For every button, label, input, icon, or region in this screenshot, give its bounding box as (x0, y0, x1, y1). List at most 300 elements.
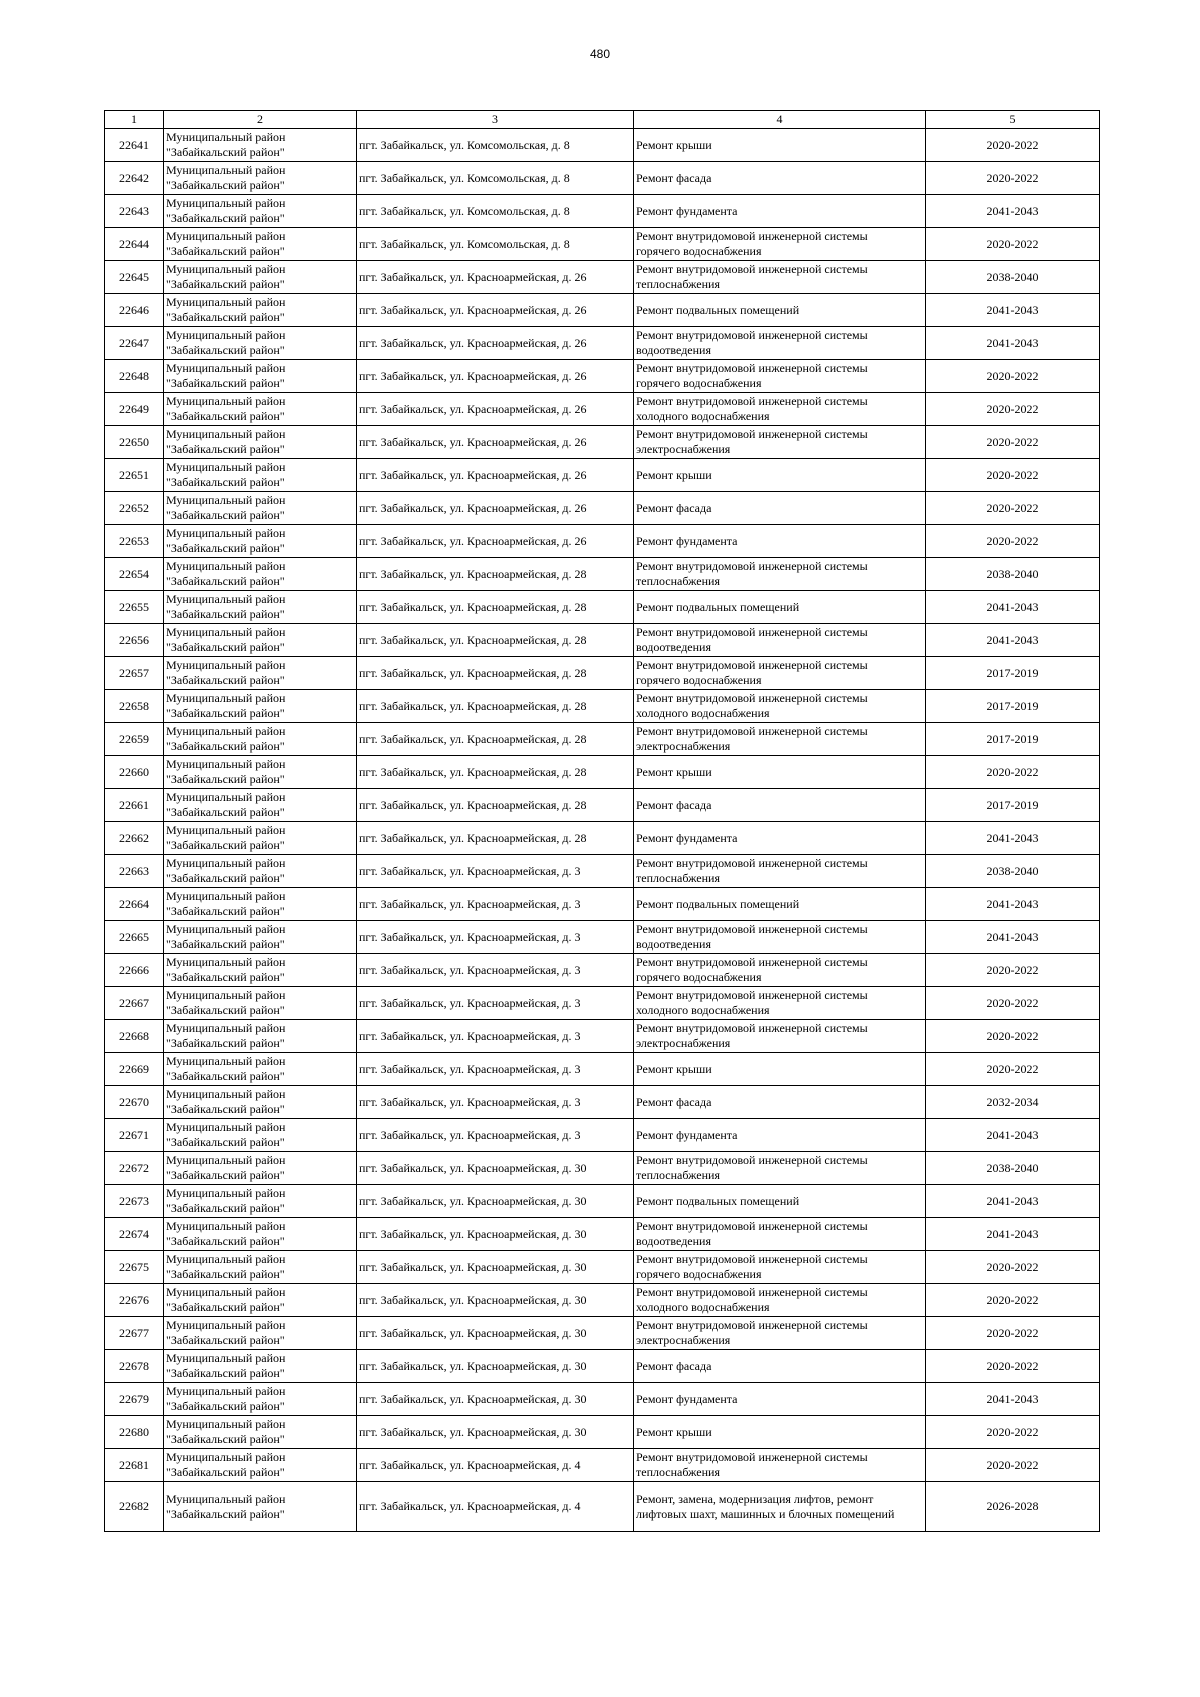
period-cell-text: 2020-2022 (986, 170, 1039, 185)
address-cell (357, 1284, 634, 1317)
period-cell (926, 723, 1100, 756)
table-row (105, 360, 1100, 393)
work-type-cell (634, 1416, 926, 1449)
row-number (105, 492, 164, 525)
address-cell-text: пгт. Забайкальск, ул. Красноармейская, д. 30 (359, 1160, 587, 1175)
municipality-cell-text: Муниципальный район "Забайкальский район" (166, 988, 286, 1017)
municipality-cell-text: Муниципальный район "Забайкальский район" (166, 328, 286, 357)
row-number-text: 22654 (119, 566, 149, 581)
period-cell (926, 1284, 1100, 1317)
work-type-cell (634, 789, 926, 822)
municipality-cell-text: Муниципальный район "Забайкальский район" (166, 724, 286, 753)
period-cell (926, 558, 1100, 591)
address-cell (357, 1053, 634, 1086)
address-cell-text: пгт. Забайкальск, ул. Комсомольская, д. 8 (359, 170, 570, 185)
period-cell (926, 1119, 1100, 1152)
row-number (105, 1053, 164, 1086)
municipality-cell (164, 624, 357, 657)
address-cell (357, 1020, 634, 1053)
address-cell (357, 294, 634, 327)
period-cell (926, 1383, 1100, 1416)
period-cell (926, 1020, 1100, 1053)
period-cell (926, 1185, 1100, 1218)
period-cell-text: 2041-2043 (986, 599, 1039, 614)
municipality-cell (164, 690, 357, 723)
municipality-cell-text: Муниципальный район "Забайкальский район" (166, 1219, 286, 1248)
period-cell-text: 2041-2043 (986, 1193, 1039, 1208)
work-type-cell (634, 525, 926, 558)
municipality-cell-text: Муниципальный район "Забайкальский район" (166, 823, 286, 852)
work-type-cell-text: Ремонт внутридомовой инженерной системы холодного водоснабжения (636, 691, 868, 720)
address-cell (357, 1482, 634, 1532)
municipality-cell (164, 1053, 357, 1086)
municipality-cell-text: Муниципальный район "Забайкальский район" (166, 130, 286, 159)
municipality-cell-text: Муниципальный район "Забайкальский район" (166, 1021, 286, 1050)
work-type-cell (634, 327, 926, 360)
row-number-text: 22661 (119, 797, 149, 812)
row-number (105, 1119, 164, 1152)
row-number (105, 1482, 164, 1532)
address-cell-text: пгт. Забайкальск, ул. Красноармейская, д. 30 (359, 1193, 587, 1208)
period-cell-text: 2038-2040 (986, 566, 1039, 581)
municipality-cell (164, 426, 357, 459)
column-header: 2 (164, 111, 357, 129)
table-row (105, 690, 1100, 723)
work-type-cell (634, 1053, 926, 1086)
row-number-text: 22680 (119, 1424, 149, 1439)
row-number-text: 22650 (119, 434, 149, 449)
work-type-cell-text: Ремонт внутридомовой инженерной системы теплоснабжения (636, 559, 868, 588)
work-type-cell (634, 1383, 926, 1416)
work-type-cell-text: Ремонт фундамента (636, 1127, 738, 1142)
period-cell (926, 459, 1100, 492)
period-cell-text: 2020-2022 (986, 533, 1039, 548)
row-number (105, 558, 164, 591)
period-cell (926, 591, 1100, 624)
municipality-cell (164, 1482, 357, 1532)
address-cell-text: пгт. Забайкальск, ул. Красноармейская, д. 28 (359, 698, 587, 713)
period-cell (926, 360, 1100, 393)
work-type-cell-text: Ремонт фасада (636, 1358, 712, 1373)
address-cell-text: пгт. Забайкальск, ул. Красноармейская, д. 3 (359, 995, 581, 1010)
row-number-text: 22666 (119, 962, 149, 977)
table-row (105, 657, 1100, 690)
work-type-cell (634, 1119, 926, 1152)
address-cell (357, 855, 634, 888)
work-type-cell-text: Ремонт фасада (636, 170, 712, 185)
address-cell-text: пгт. Забайкальск, ул. Красноармейская, д. 26 (359, 335, 587, 350)
table-row (105, 1350, 1100, 1383)
table-row (105, 1119, 1100, 1152)
municipality-cell-text: Муниципальный район "Забайкальский район" (166, 1054, 286, 1083)
row-number (105, 1284, 164, 1317)
work-type-cell (634, 228, 926, 261)
row-number (105, 1317, 164, 1350)
row-number-text: 22669 (119, 1061, 149, 1076)
address-cell-text: пгт. Забайкальск, ул. Красноармейская, д. 4 (359, 1499, 581, 1513)
address-cell (357, 1251, 634, 1284)
address-cell (357, 789, 634, 822)
period-cell (926, 195, 1100, 228)
municipality-cell-text: Муниципальный район "Забайкальский район" (166, 196, 286, 225)
column-header: 4 (634, 111, 926, 129)
work-type-cell-text: Ремонт внутридомовой инженерной системы теплоснабжения (636, 262, 868, 291)
work-type-cell (634, 756, 926, 789)
municipality-cell-text: Муниципальный район "Забайкальский район" (166, 1252, 286, 1281)
row-number (105, 525, 164, 558)
work-type-cell-text: Ремонт крыши (636, 467, 712, 482)
municipality-cell (164, 591, 357, 624)
municipality-cell-text: Муниципальный район "Забайкальский район" (166, 262, 286, 291)
municipality-cell (164, 393, 357, 426)
row-number-text: 22667 (119, 995, 149, 1010)
period-cell (926, 261, 1100, 294)
row-number (105, 1218, 164, 1251)
row-number-text: 22658 (119, 698, 149, 713)
table-row (105, 1053, 1100, 1086)
municipality-cell (164, 987, 357, 1020)
municipality-cell (164, 1317, 357, 1350)
municipality-cell (164, 1185, 357, 1218)
period-cell (926, 1317, 1100, 1350)
address-cell (357, 1086, 634, 1119)
work-type-cell-text: Ремонт фасада (636, 797, 712, 812)
row-number-text: 22677 (119, 1325, 149, 1340)
row-number (105, 723, 164, 756)
work-type-cell-text: Ремонт внутридомовой инженерной системы горячего водоснабжения (636, 955, 868, 984)
municipality-cell (164, 558, 357, 591)
municipality-cell-text: Муниципальный район "Забайкальский район" (166, 460, 286, 489)
address-cell-text: пгт. Забайкальск, ул. Красноармейская, д. 3 (359, 896, 581, 911)
period-cell (926, 393, 1100, 426)
work-type-cell-text: Ремонт внутридомовой инженерной системы холодного водоснабжения (636, 394, 868, 423)
work-type-cell (634, 624, 926, 657)
row-number-text: 22656 (119, 632, 149, 647)
municipality-cell-text: Муниципальный район "Забайкальский район" (166, 1384, 286, 1413)
work-type-cell-text: Ремонт внутридомовой инженерной системы теплоснабжения (636, 1450, 868, 1479)
period-cell (926, 228, 1100, 261)
municipality-cell-text: Муниципальный район "Забайкальский район" (166, 295, 286, 324)
municipality-cell (164, 657, 357, 690)
address-cell-text: пгт. Забайкальск, ул. Красноармейская, д. 30 (359, 1424, 587, 1439)
municipality-cell (164, 855, 357, 888)
work-type-cell-text: Ремонт подвальных помещений (636, 1193, 800, 1208)
municipality-cell-text: Муниципальный район "Забайкальский район" (166, 1318, 286, 1347)
table-body (105, 129, 1100, 1532)
period-cell-text: 2017-2019 (986, 698, 1039, 713)
period-cell (926, 1086, 1100, 1119)
row-number (105, 294, 164, 327)
row-number-text: 22657 (119, 665, 149, 680)
address-cell-text: пгт. Забайкальск, ул. Красноармейская, д. 30 (359, 1292, 587, 1307)
municipality-cell-text: Муниципальный район "Забайкальский район" (166, 163, 286, 192)
address-cell (357, 1350, 634, 1383)
municipality-cell (164, 789, 357, 822)
row-number (105, 426, 164, 459)
address-cell-text: пгт. Забайкальск, ул. Комсомольская, д. 8 (359, 203, 570, 218)
municipality-cell-text: Муниципальный район "Забайкальский район" (166, 1186, 286, 1215)
row-number (105, 1449, 164, 1482)
municipality-cell (164, 129, 357, 162)
period-cell (926, 426, 1100, 459)
municipality-cell (164, 921, 357, 954)
municipality-cell (164, 327, 357, 360)
period-cell (926, 921, 1100, 954)
address-cell-text: пгт. Забайкальск, ул. Красноармейская, д. 3 (359, 962, 581, 977)
table-row (105, 921, 1100, 954)
table-row (105, 228, 1100, 261)
table-row (105, 954, 1100, 987)
period-cell-text: 2020-2022 (986, 764, 1039, 779)
address-cell (357, 162, 634, 195)
municipality-cell-text: Муниципальный район "Забайкальский район" (166, 889, 286, 918)
table-row (105, 261, 1100, 294)
row-number-text: 22675 (119, 1259, 149, 1274)
work-type-cell-text: Ремонт внутридомовой инженерной системы горячего водоснабжения (636, 361, 868, 390)
address-cell-text: пгт. Забайкальск, ул. Красноармейская, д. 3 (359, 1061, 581, 1076)
work-type-cell (634, 1284, 926, 1317)
period-cell (926, 657, 1100, 690)
address-cell-text: пгт. Забайкальск, ул. Красноармейская, д. 28 (359, 830, 587, 845)
column-header: 1 (105, 111, 164, 129)
work-type-cell-text: Ремонт внутридомовой инженерной системы электроснабжения (636, 1021, 868, 1050)
address-cell (357, 756, 634, 789)
row-number (105, 1020, 164, 1053)
municipality-cell-text: Муниципальный район "Забайкальский район" (166, 790, 286, 819)
municipality-cell (164, 1449, 357, 1482)
municipality-cell-text: Муниципальный район "Забайкальский район" (166, 1087, 286, 1116)
address-cell-text: пгт. Забайкальск, ул. Красноармейская, д. 4 (359, 1457, 581, 1472)
row-number (105, 987, 164, 1020)
table-row (105, 162, 1100, 195)
work-type-cell (634, 1185, 926, 1218)
period-cell (926, 492, 1100, 525)
address-cell (357, 1152, 634, 1185)
work-type-cell-text: Ремонт фундамента (636, 1391, 738, 1406)
work-type-cell (634, 921, 926, 954)
municipality-cell (164, 1383, 357, 1416)
row-number-text: 22660 (119, 764, 149, 779)
row-number (105, 327, 164, 360)
work-type-cell-text: Ремонт подвальных помещений (636, 896, 800, 911)
period-cell-text: 2020-2022 (986, 500, 1039, 515)
period-cell (926, 1416, 1100, 1449)
period-cell (926, 1449, 1100, 1482)
work-type-cell (634, 855, 926, 888)
work-type-cell (634, 261, 926, 294)
work-type-cell-text: Ремонт фасада (636, 500, 712, 515)
row-number (105, 228, 164, 261)
address-cell (357, 1449, 634, 1482)
work-type-cell-text: Ремонт фундамента (636, 203, 738, 218)
work-type-cell-text: Ремонт внутридомовой инженерной системы горячего водоснабжения (636, 1252, 868, 1281)
municipality-cell (164, 360, 357, 393)
row-number-text: 22664 (119, 896, 149, 911)
work-type-cell (634, 129, 926, 162)
table-row (105, 1152, 1100, 1185)
period-cell-text: 2020-2022 (986, 1292, 1039, 1307)
row-number-text: 22645 (119, 269, 149, 284)
work-type-cell (634, 558, 926, 591)
address-cell-text: пгт. Забайкальск, ул. Красноармейская, д. 26 (359, 401, 587, 416)
period-cell-text: 2041-2043 (986, 632, 1039, 647)
period-cell (926, 1251, 1100, 1284)
work-type-cell (634, 723, 926, 756)
period-cell-text: 2020-2022 (986, 401, 1039, 416)
address-cell (357, 360, 634, 393)
municipality-cell (164, 756, 357, 789)
row-number-text: 22647 (119, 335, 149, 350)
work-type-cell (634, 690, 926, 723)
municipality-cell (164, 1416, 357, 1449)
table-row (105, 1251, 1100, 1284)
period-cell (926, 327, 1100, 360)
row-number-text: 22649 (119, 401, 149, 416)
address-cell-text: пгт. Забайкальск, ул. Красноармейская, д. 28 (359, 566, 587, 581)
work-type-cell-text: Ремонт крыши (636, 137, 712, 152)
table-row (105, 1218, 1100, 1251)
address-cell-text: пгт. Забайкальск, ул. Красноармейская, д. 3 (359, 929, 581, 944)
work-type-cell (634, 657, 926, 690)
row-number-text: 22676 (119, 1292, 149, 1307)
address-cell (357, 987, 634, 1020)
row-number-text: 22681 (119, 1457, 149, 1472)
address-cell-text: пгт. Забайкальск, ул. Красноармейская, д. 3 (359, 863, 581, 878)
period-cell-text: 2020-2022 (986, 467, 1039, 482)
row-number-text: 22679 (119, 1391, 149, 1406)
work-type-cell (634, 1251, 926, 1284)
work-type-cell (634, 195, 926, 228)
address-cell (357, 657, 634, 690)
table-row (105, 459, 1100, 492)
address-cell-text: пгт. Забайкальск, ул. Красноармейская, д. 26 (359, 500, 587, 515)
address-cell-text: пгт. Забайкальск, ул. Красноармейская, д. 3 (359, 1028, 581, 1043)
row-number (105, 393, 164, 426)
period-cell-text: 2020-2022 (986, 1457, 1039, 1472)
municipality-cell (164, 195, 357, 228)
municipality-cell (164, 525, 357, 558)
period-cell (926, 624, 1100, 657)
address-cell-text: пгт. Забайкальск, ул. Красноармейская, д. 3 (359, 1094, 581, 1109)
address-cell (357, 954, 634, 987)
work-type-cell (634, 888, 926, 921)
municipality-cell-text: Муниципальный район "Забайкальский район" (166, 361, 286, 390)
work-type-cell-text: Ремонт внутридомовой инженерной системы теплоснабжения (636, 856, 868, 885)
table-row (105, 492, 1100, 525)
work-type-cell-text: Ремонт внутридомовой инженерной системы теплоснабжения (636, 1153, 868, 1182)
municipality-cell (164, 1350, 357, 1383)
table-row (105, 525, 1100, 558)
row-number-text: 22682 (119, 1499, 149, 1513)
table-row (105, 1284, 1100, 1317)
period-cell (926, 1482, 1100, 1532)
work-type-cell (634, 1482, 926, 1532)
period-cell (926, 822, 1100, 855)
period-cell-text: 2020-2022 (986, 368, 1039, 383)
address-cell (357, 459, 634, 492)
row-number (105, 195, 164, 228)
row-number-text: 22663 (119, 863, 149, 878)
period-cell-text: 2017-2019 (986, 665, 1039, 680)
address-cell-text: пгт. Забайкальск, ул. Комсомольская, д. 8 (359, 137, 570, 152)
row-number-text: 22653 (119, 533, 149, 548)
column-number-row (105, 111, 1100, 129)
municipality-cell (164, 1020, 357, 1053)
work-type-cell (634, 954, 926, 987)
period-cell-text: 2020-2022 (986, 1028, 1039, 1043)
address-cell-text: пгт. Забайкальск, ул. Красноармейская, д. 28 (359, 599, 587, 614)
municipality-cell (164, 228, 357, 261)
address-cell (357, 1416, 634, 1449)
row-number-text: 22674 (119, 1226, 149, 1241)
row-number (105, 1152, 164, 1185)
row-number-text: 22672 (119, 1160, 149, 1175)
row-number-text: 22678 (119, 1358, 149, 1373)
address-cell (357, 525, 634, 558)
work-type-cell-text: Ремонт подвальных помещений (636, 599, 800, 614)
municipality-cell (164, 261, 357, 294)
row-number (105, 261, 164, 294)
table-row (105, 789, 1100, 822)
work-type-cell-text: Ремонт фундамента (636, 830, 738, 845)
work-type-cell (634, 1449, 926, 1482)
table-row (105, 1482, 1100, 1532)
work-type-cell-text: Ремонт внутридомовой инженерной системы электроснабжения (636, 427, 868, 456)
address-cell-text: пгт. Забайкальск, ул. Красноармейская, д. 26 (359, 368, 587, 383)
table-row (105, 195, 1100, 228)
row-number-text: 22652 (119, 500, 149, 515)
work-type-cell-text: Ремонт внутридомовой инженерной системы холодного водоснабжения (636, 988, 868, 1017)
table-row (105, 888, 1100, 921)
row-number (105, 1185, 164, 1218)
period-cell-text: 2020-2022 (986, 1325, 1039, 1340)
period-cell (926, 888, 1100, 921)
municipality-cell-text: Муниципальный район "Забайкальский район" (166, 856, 286, 885)
address-cell (357, 492, 634, 525)
row-number (105, 162, 164, 195)
table-row (105, 591, 1100, 624)
work-type-cell (634, 1152, 926, 1185)
table-row (105, 723, 1100, 756)
work-type-cell-text: Ремонт подвальных помещений (636, 302, 800, 317)
table-row (105, 1449, 1100, 1482)
work-type-cell (634, 1218, 926, 1251)
period-cell (926, 1350, 1100, 1383)
address-cell-text: пгт. Забайкальск, ул. Красноармейская, д. 26 (359, 533, 587, 548)
period-cell-text: 2020-2022 (986, 1424, 1039, 1439)
municipality-cell-text: Муниципальный район "Забайкальский район" (166, 1417, 286, 1446)
address-cell-text: пгт. Забайкальск, ул. Красноармейская, д. 30 (359, 1358, 587, 1373)
row-number (105, 1416, 164, 1449)
address-cell-text: пгт. Забайкальск, ул. Красноармейская, д. 26 (359, 269, 587, 284)
row-number-text: 22662 (119, 830, 149, 845)
period-cell (926, 855, 1100, 888)
row-number (105, 129, 164, 162)
row-number (105, 360, 164, 393)
address-cell-text: пгт. Забайкальск, ул. Красноармейская, д. 26 (359, 434, 587, 449)
table-row (105, 855, 1100, 888)
address-cell-text: пгт. Забайкальск, ул. Красноармейская, д. 28 (359, 665, 587, 680)
address-cell (357, 1383, 634, 1416)
table-row (105, 1416, 1100, 1449)
address-cell (357, 1317, 634, 1350)
period-cell (926, 987, 1100, 1020)
work-type-cell (634, 1317, 926, 1350)
work-type-cell (634, 162, 926, 195)
table-row (105, 987, 1100, 1020)
municipality-cell-text: Муниципальный район "Забайкальский район" (166, 625, 286, 654)
row-number (105, 954, 164, 987)
